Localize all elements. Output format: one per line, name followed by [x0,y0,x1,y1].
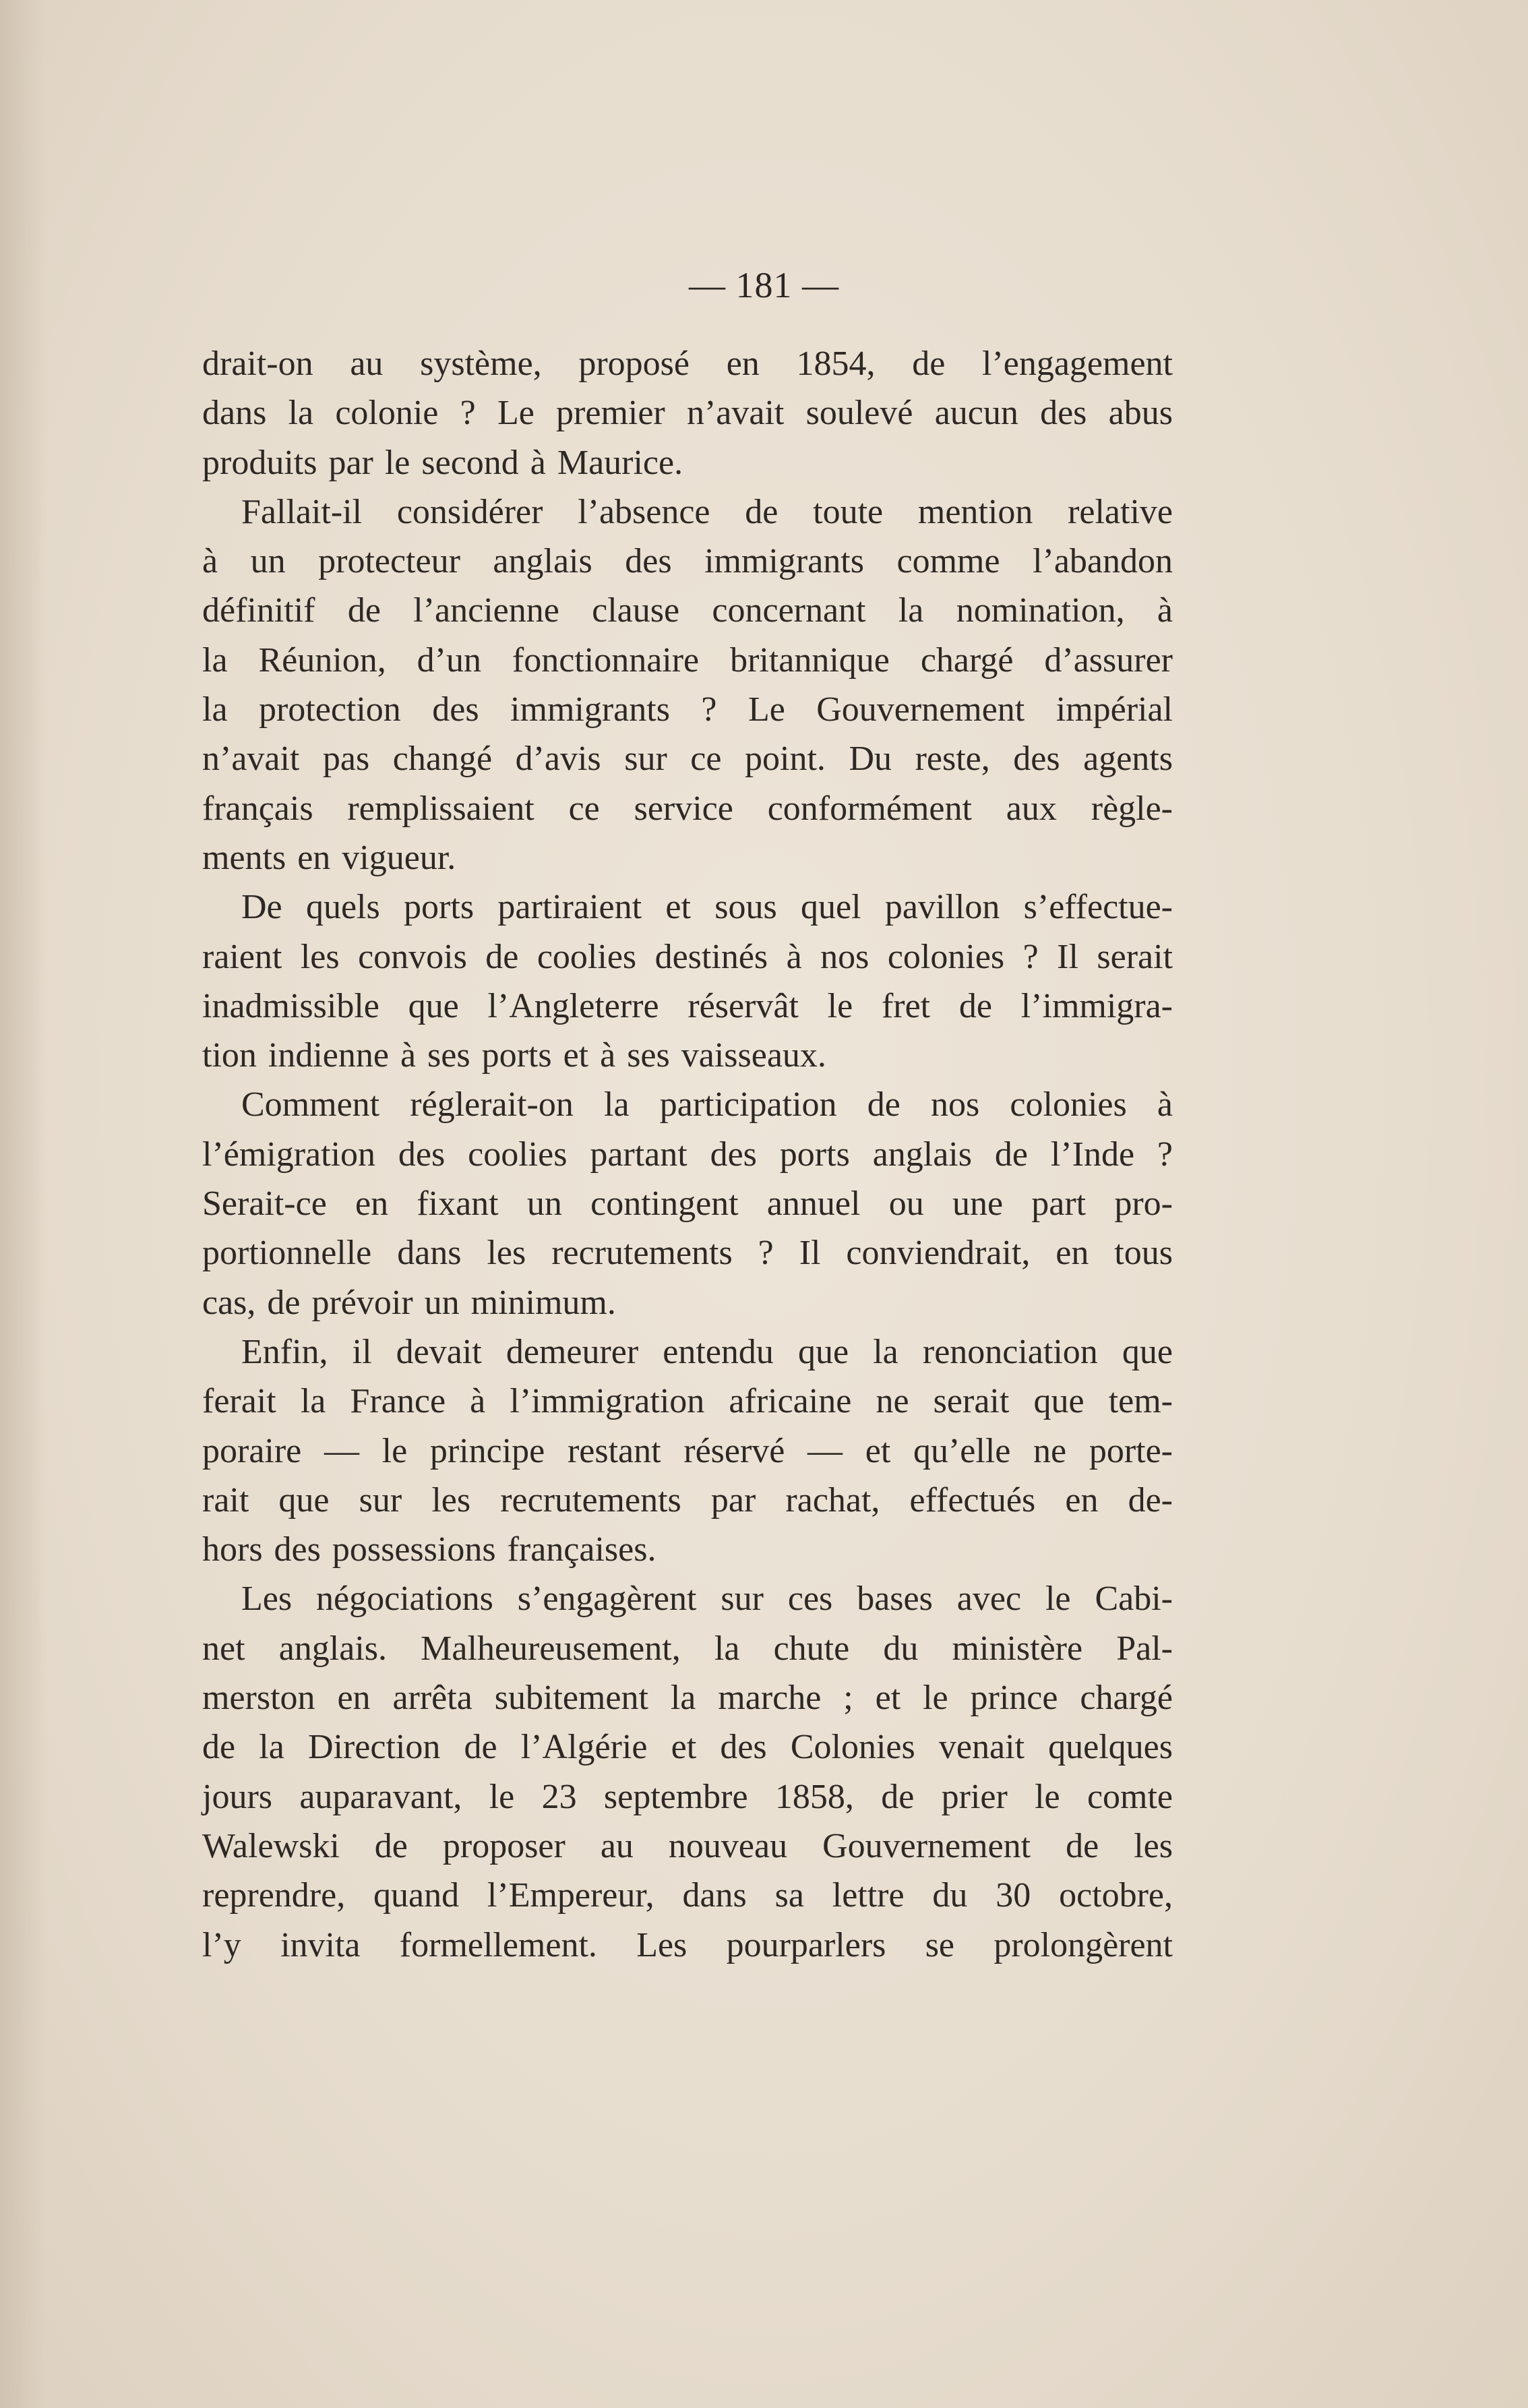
text-line: dans la colonie ? Le premier n’avait soulevé aucun des abus [202,394,1173,433]
paragraph [202,882,1173,1080]
text-line: produits par le second à Maurice. [202,443,683,482]
text-line: de la Direction de l’Algérie et des Colonies venait quelques [202,1728,1173,1767]
text-line: la protection des immigrants ? Le Gouvernement impérial [202,690,1173,729]
text-line: Serait-ce en fixant un contingent annuel ou une part pro- [202,1184,1173,1224]
text-line: français remplissaient ce service conformément aux règle- [202,789,1173,828]
text-line: l’y invita formellement. Les pourparlers se prolongèrent [202,1925,1173,1964]
text-line: ments en vigueur. [202,838,456,877]
text-line: définitif de l’ancienne clause concernant la nomination, à [202,591,1173,630]
paragraph [202,1574,1173,1969]
text-line: reprendre, quand l’Empereur, dans sa lettre du 30 octobre, [202,1876,1173,1915]
text-line: net anglais. Malheureusement, la chute du ministère Pal- [202,1629,1173,1668]
text-line: raient les convois de coolies destinés à nos colonies ? Il serait [202,937,1173,976]
text-line: rait que sur les recrutements par rachat, effectués en de- [202,1480,1173,1519]
text-line: Walewski de proposer au nouveau Gouvernement de les [202,1826,1173,1865]
text-line: merston en arrêta subitement la marche ; et le prince chargé [202,1679,1173,1718]
page-edge-shadow [0,0,47,2408]
text-line: poraire — le principe restant réservé — et qu’elle ne porte- [202,1431,1173,1470]
text-line: De quels ports partiraient et sous quel pavillon s’effectue- [241,888,1173,927]
text-line: drait-on au système, proposé en 1854, de l’engagement [202,344,1173,383]
text-line: n’avait pas changé d’avis sur ce point. Du reste, des agents [202,740,1173,779]
paragraph [202,339,1173,487]
body-text [202,339,1173,1970]
text-line: portionnelle dans les recrutements ? Il conviendrait, en tous [202,1234,1173,1273]
text-line: l’émigration des coolies partant des ports anglais de l’Inde ? [202,1135,1173,1174]
paragraph [202,1327,1173,1574]
text-line: ferait la France à l’immigration africaine ne serait que tem- [202,1382,1173,1421]
text-line: jours auparavant, le 23 septembre 1858, de prier le comte [202,1777,1173,1816]
text-line: tion indienne à ses ports et à ses vaisseaux. [202,1036,826,1075]
text-line: hors des possessions françaises. [202,1530,656,1569]
text-line: Fallait-il considérer l’absence de toute mention relative [241,492,1173,531]
page-number: — 181 — [689,265,839,305]
text-line: inadmissible que l’Angleterre réservât le fret de l’immigra- [202,986,1173,1025]
text-line: la Réunion, d’un fonctionnaire britannique chargé d’assurer [202,640,1173,680]
paragraph [202,1080,1173,1327]
paragraph [202,487,1173,882]
text-line: Comment réglerait-on la participation de nos colonies à [241,1085,1173,1124]
text-line: cas, de prévoir un minimum. [202,1283,616,1322]
text-line: à un protecteur anglais des immigrants comme l’abandon [202,542,1173,581]
text-line: Enfin, il devait demeurer entendu que la renonciation que [241,1332,1173,1371]
text-line: Les négociations s’engagèrent sur ces bases avec le Cabi- [241,1579,1173,1619]
